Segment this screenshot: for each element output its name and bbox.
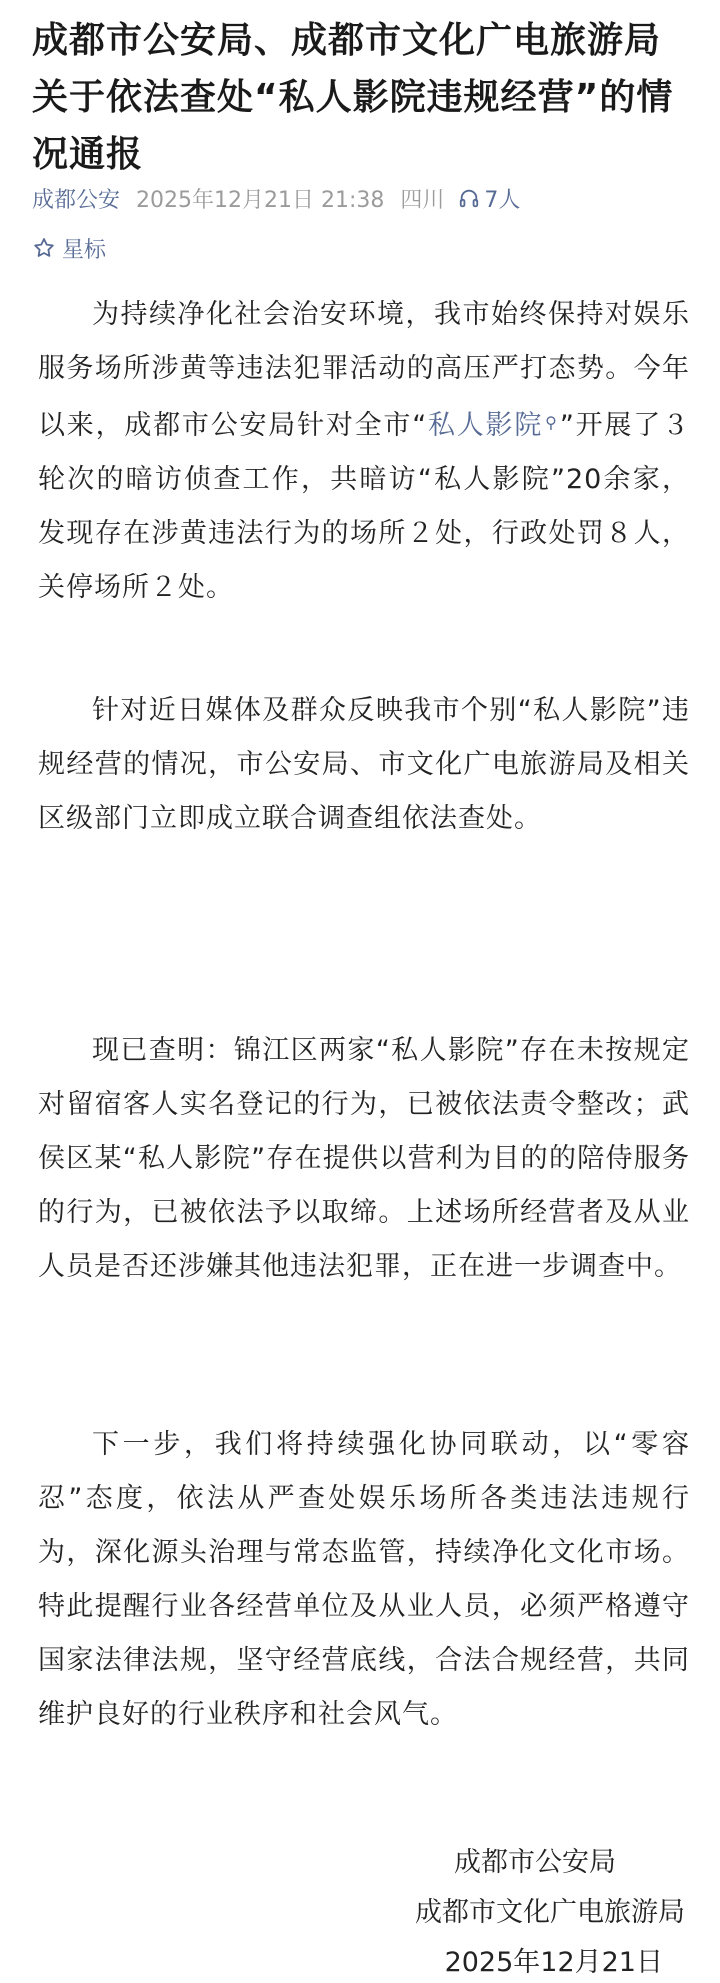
- signature-org-police: 成都市公安局: [454, 1847, 616, 1878]
- publish-datetime: 2025年12月21日 21:38: [136, 187, 385, 213]
- paragraph-4: 下一步，我们将持续强化协同联动，以“零容忍”态度，依法从严查处娱乐场所各类违法违规行为，深化源头治理与常态监管，持续净化文化市场。特此提醒行业各经营单位及从业人员，必须严格遵守国家法律法规，坚守经营底线，合法合规经营，共同维护良好的行业秩序和社会风气。: [38, 1429, 690, 1730]
- paragraph-1-text-a: 为持续净化社会治安环境，我市始终保持对娱乐服务场所涉黄等违法犯罪活动的高压严打态势。今年以来，成都市公安局针对全市“: [38, 299, 690, 441]
- signature-org-culture: 成都市文化广电旅游局: [415, 1897, 685, 1928]
- publish-region: 四川: [400, 187, 445, 213]
- signature-date: 2025年12月21日: [444, 1947, 663, 1978]
- headphones-icon: [458, 187, 480, 209]
- account-name-link[interactable]: 成都公安: [32, 187, 121, 213]
- search-icon[interactable]: ⚲: [545, 413, 558, 432]
- listener-count: 7人: [484, 187, 521, 213]
- paragraph-1-text-b: ”开展了３轮次的暗访侦查工作，共暗访“私人影院”20余家，发现存在涉黄违法行为的场所２处，行政处罚８人，关停场所２处。: [38, 410, 690, 603]
- paragraph-1: [38, 288, 690, 615]
- paragraph-3: 现已查明：锦江区两家“私人影院”存在未按规定对留宿客人实名登记的行为，已被依法责令整改；武侯区某“私人影院”存在提供以营利为目的的陪侍服务的行为，已被依法予以取缔。上述场所经营者及从业人员是否还涉嫌其他违法犯罪，正在进一步调查中。: [38, 1035, 690, 1282]
- keyword-search-link[interactable]: 私人影院: [427, 410, 544, 441]
- article-meta: [32, 178, 520, 218]
- star-label: 星标: [62, 237, 107, 263]
- listen-button[interactable]: [458, 183, 520, 214]
- paragraph-2: 针对近日媒体及群众反映我市个别“私人影院”违规经营的情况，市公安局、市文化广电旅游局及相关区级部门立即成立联合调查组依法查处。: [38, 695, 690, 834]
- star-button[interactable]: [32, 230, 106, 266]
- article-title: 成都市公安局、成都市文化广电旅游局关于依法查处“私人影院违规经营”的情况通报: [32, 20, 674, 175]
- star-outline-icon: [32, 236, 56, 260]
